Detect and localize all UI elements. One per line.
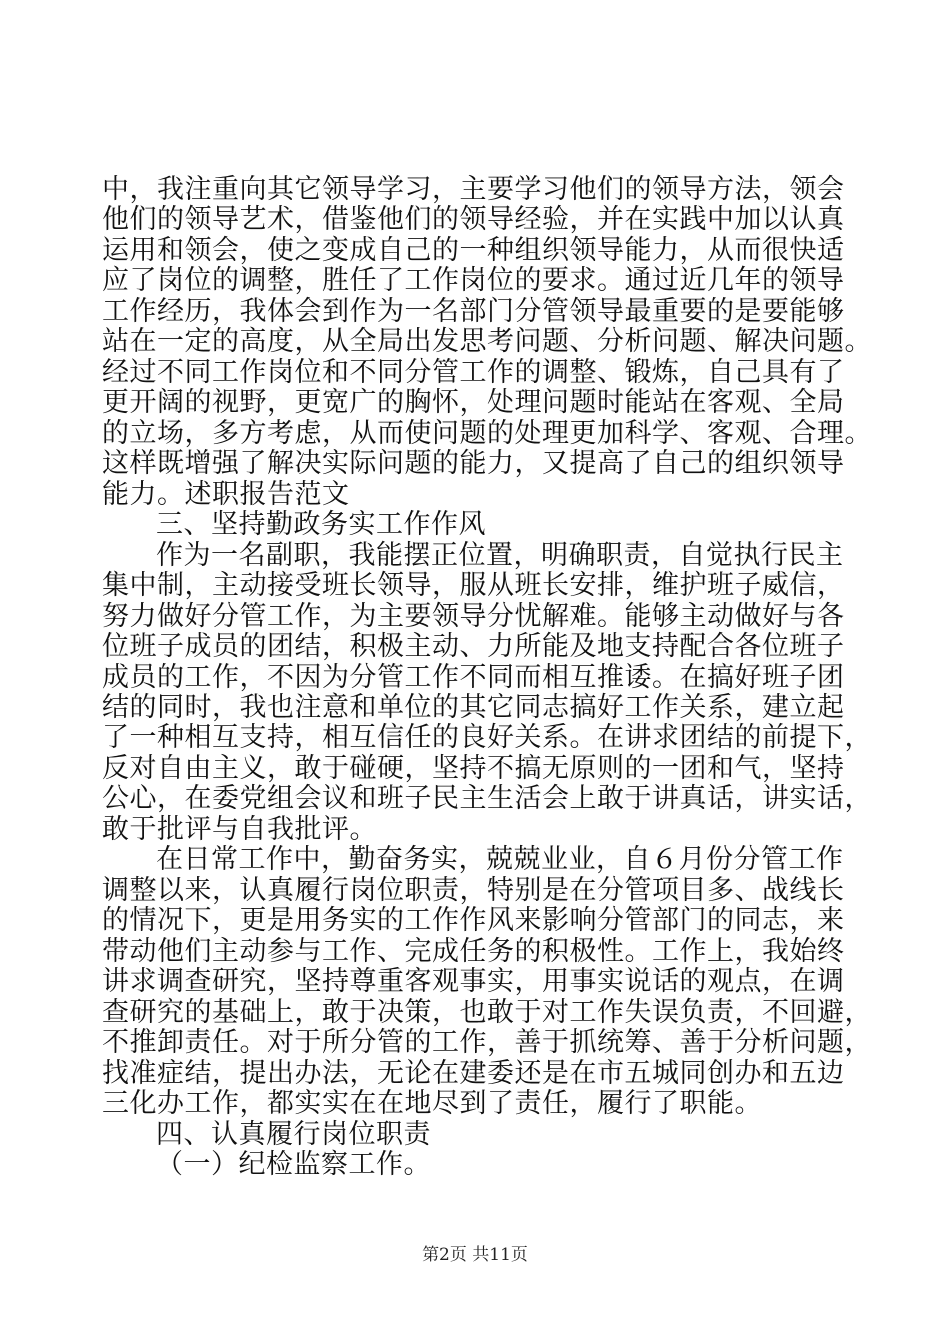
text-line: 站在一定的高度，从全局出发思考问题、分析问题、解决问题。 bbox=[102, 326, 872, 357]
subsection-heading: （一）纪检监察工作。 bbox=[156, 1149, 431, 1180]
text-line: 这样既增强了解决实际问题的能力，又提高了自己的组织领导 bbox=[102, 448, 845, 479]
text-line: 应了岗位的调整，胜任了工作岗位的要求。通过近几年的领导 bbox=[102, 265, 845, 296]
page-number: 第2页 共11页 bbox=[422, 1245, 528, 1265]
section-heading: 四、认真履行岗位职责 bbox=[156, 1119, 431, 1150]
text-line: 中，我注重向其它领导学习，主要学习他们的领导方法，领会 bbox=[102, 174, 845, 205]
text-line: 公心，在委党组会议和班子民主生活会上敢于讲真话，讲实话， bbox=[102, 783, 872, 814]
text-line: 的立场，多方考虑，从而使问题的处理更加科学、客观、合理。 bbox=[102, 418, 872, 449]
text-line: 他们的领导艺术，借鉴他们的领导经验，并在实践中加以认真 bbox=[102, 204, 845, 235]
text-line: 工作经历，我体会到作为一名部门分管领导最重要的是要能够 bbox=[102, 296, 845, 327]
text-line: 经过不同工作岗位和不同分管工作的调整、锻炼，自己具有了 bbox=[102, 357, 845, 388]
text-line: 作为一名副职，我能摆正位置，明确职责，自觉执行民主 bbox=[156, 540, 844, 571]
text-line: 反对自由主义，敢于碰硬，坚持不搞无原则的一团和气，坚持 bbox=[102, 753, 845, 784]
text-line: 能力。述职报告范文 bbox=[102, 479, 350, 510]
text-line: 了一种相互支持，相互信任的良好关系。在讲求团结的前提下， bbox=[102, 722, 872, 753]
section-heading: 三、坚持勤政务实工作作风 bbox=[156, 509, 486, 540]
text-line: 努力做好分管工作，为主要领导分忧解难。能够主动做好与各 bbox=[102, 601, 845, 632]
text-line: 位班子成员的团结，积极主动、力所能及地支持配合各位班子 bbox=[102, 631, 845, 662]
text-line: 运用和领会，使之变成自己的一种组织领导能力，从而很快适 bbox=[102, 235, 845, 266]
text-line: 更开阔的视野，更宽广的胸怀，处理问题时能站在客观、全局 bbox=[102, 387, 845, 418]
text-line: 带动他们主动参与工作、完成任务的积极性。工作上，我始终 bbox=[102, 936, 845, 967]
text-line: 不推卸责任。对于所分管的工作，善于抓统筹、善于分析问题， bbox=[102, 1027, 872, 1058]
text-line: 的情况下，更是用务实的工作作风来影响分管部门的同志，来 bbox=[102, 905, 845, 936]
text-line: 成员的工作，不因为分管工作不同而相互推诿。在搞好班子团 bbox=[102, 662, 845, 693]
text-line: 查研究的基础上，敢于决策，也敢于对工作失误负责，不回避， bbox=[102, 997, 872, 1028]
text-line: 讲求调查研究，坚持尊重客观事实，用事实说话的观点，在调 bbox=[102, 966, 845, 997]
text-line: 三化办工作，都实实在在地尽到了责任，履行了职能。 bbox=[102, 1088, 762, 1119]
text-line: 集中制，主动接受班长领导，服从班长安排，维护班子威信， bbox=[102, 570, 845, 601]
text-line: 调整以来，认真履行岗位职责，特别是在分管项目多、战线长 bbox=[102, 875, 845, 906]
text-line: 敢于批评与自我批评。 bbox=[102, 814, 377, 845]
text-line: 找准症结，提出办法，无论在建委还是在市五城同创办和五边 bbox=[102, 1058, 845, 1089]
text-line: 在日常工作中，勤奋务实，兢兢业业，自６月份分管工作 bbox=[156, 844, 844, 875]
text-line: 结的同时，我也注意和单位的其它同志搞好工作关系，建立起 bbox=[102, 692, 845, 723]
